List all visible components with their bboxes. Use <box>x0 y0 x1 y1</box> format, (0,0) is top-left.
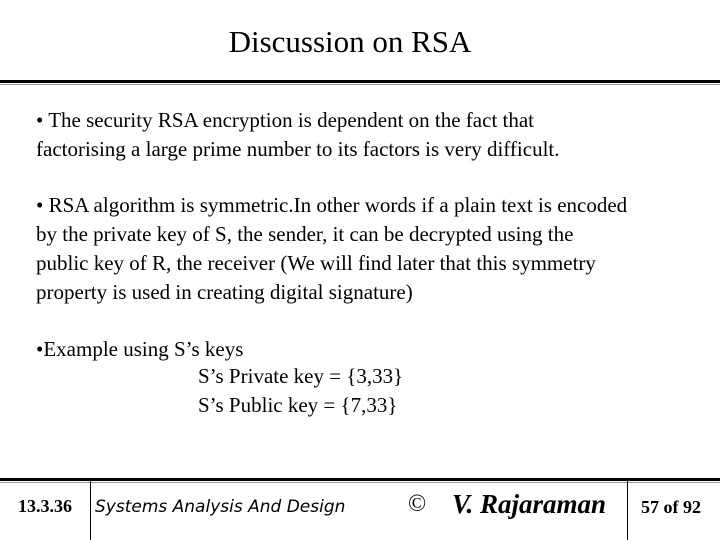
footer-divider-shadow <box>0 482 720 483</box>
bullet-security: • The security RSA encryption is dependent on the fact that factorising a large prime number to its factors is very difficult. <box>36 108 560 161</box>
bullet-example: •Example using S’s keys <box>36 337 244 361</box>
footer-separator-left <box>90 478 91 540</box>
private-key-line: S’s Private key = {3,33} <box>198 364 404 388</box>
footer-course-title: Systems Analysis And Design <box>95 497 346 517</box>
copyright-symbol: © <box>408 491 427 517</box>
footer-separator-right <box>627 478 628 540</box>
title-divider <box>0 80 720 83</box>
page-number: 57 of 92 <box>641 497 701 517</box>
footer-author: V. Rajaraman <box>452 489 607 519</box>
footer-section-code: 13.3.36 <box>18 496 72 516</box>
slide-title: Discussion on RSA <box>228 24 472 59</box>
footer-divider <box>0 478 720 481</box>
public-key-line: S’s Public key = {7,33} <box>198 393 398 417</box>
bullet-symmetric: • RSA algorithm is symmetric.In other words if a plain text is encoded by the private key of S, the sender, it can be decrypted using the public key of R, the receiver (We will find later that this symmetry property is used in creating digital signature) <box>36 193 628 304</box>
title-divider-shadow <box>0 84 720 85</box>
